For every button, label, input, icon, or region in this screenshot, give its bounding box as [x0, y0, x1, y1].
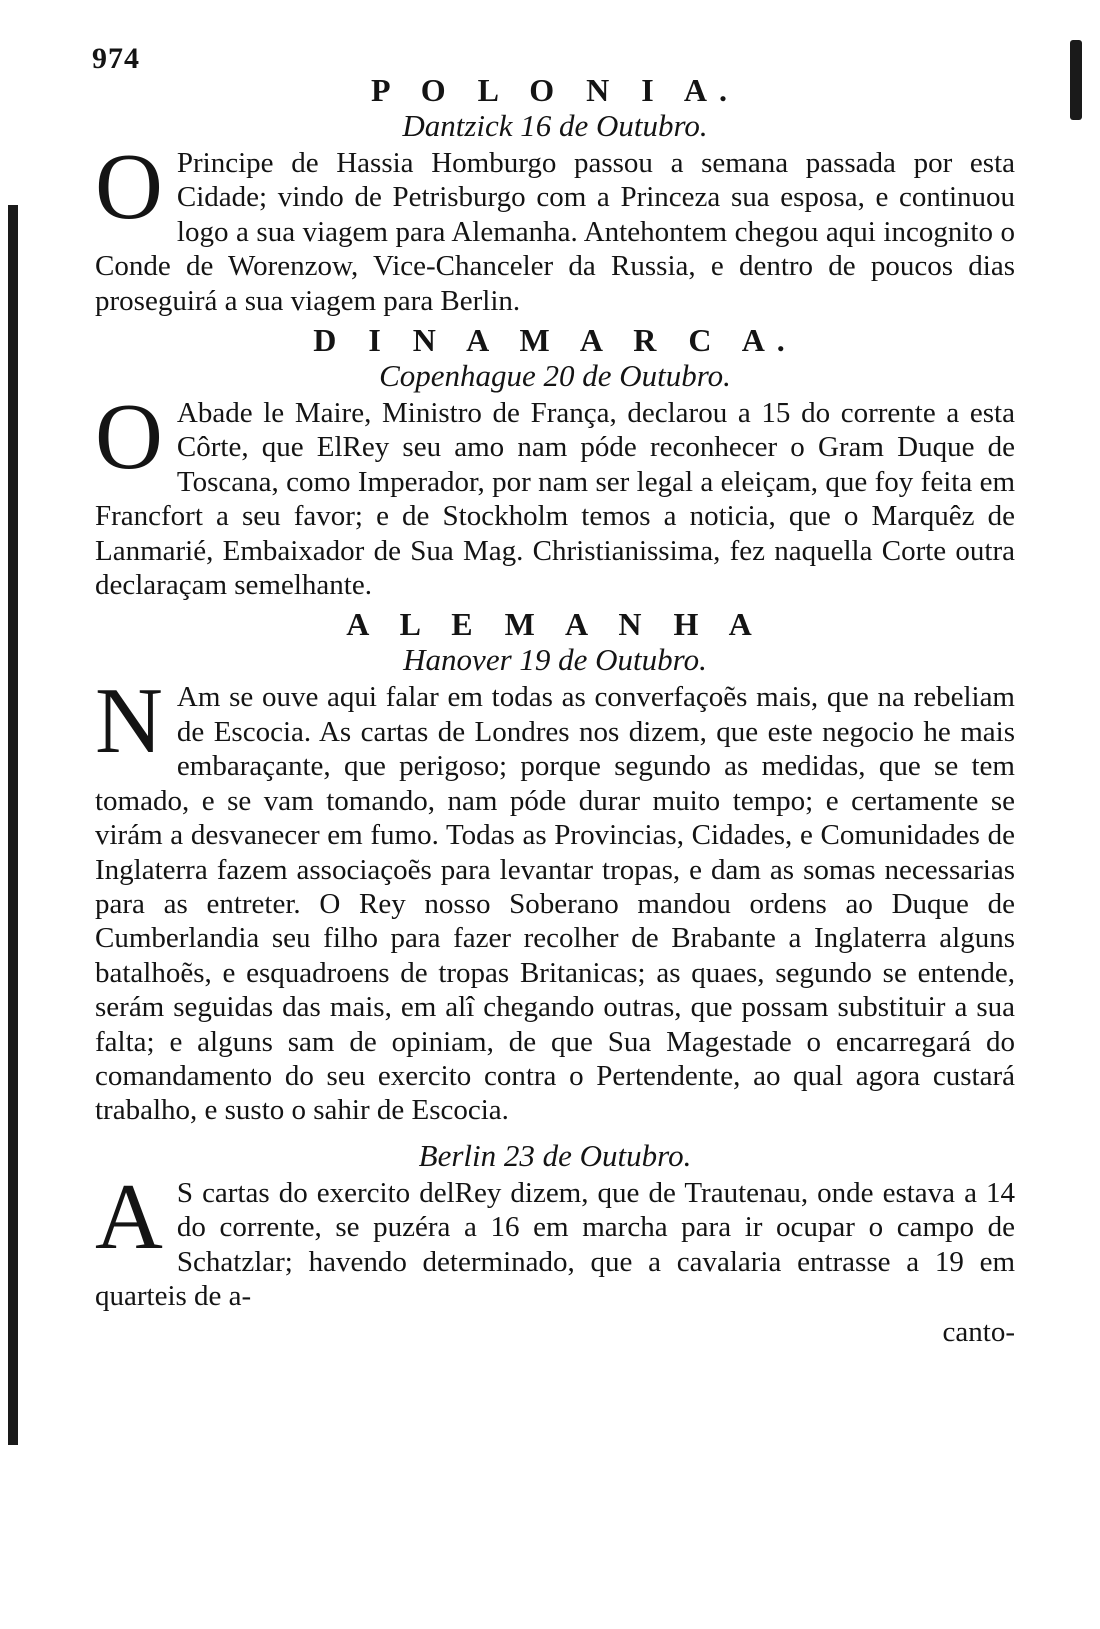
- catchword: canto-: [942, 1316, 1015, 1349]
- section-polonia: [95, 72, 1015, 318]
- page-right-edge-mark: [1070, 40, 1082, 120]
- section-title: A L E M A N H A: [346, 606, 764, 643]
- section-title: P O L O N I A.: [370, 72, 740, 108]
- dateline: Hanover 19 de Outubro.: [403, 642, 707, 678]
- article-paragraph: [95, 385, 1015, 602]
- article-paragraph: [95, 1164, 1015, 1314]
- dateline: Dantzick 16 de Outubro.: [402, 108, 708, 143]
- page-binding-edge: [8, 205, 18, 1445]
- dateline: Copenhague 20 de Outubro.: [379, 358, 731, 394]
- section-dinamarca: [95, 322, 1015, 602]
- drop-cap: A: [95, 1164, 163, 1269]
- page-body: [95, 72, 1015, 1349]
- section-title: D I N A M A R C A.: [313, 322, 797, 359]
- article-text: S cartas do exercito delRey dizem, que de Trautenau, onde estava a 14 do corrente, se puzéra a 16 em marcha para ir ocupar o campo de Schatzlar; havendo determinado, que a cavalaria entrasse a 19 em quarteis de a-: [95, 1176, 1015, 1312]
- page-number: 974: [92, 42, 140, 75]
- article-text: Abade le Maire, Ministro de França, declarou a 15 do corrente a esta Côrte, que ElRey seu amo nam póde reconhecer o Gram Duque de Toscana, como Imperador, por nam ser legal a eleiçam, que foy feita em Francfort a seu favor; e de Stockholm temos a noticia, que o Marquêz de Lanmarié, Embaixador de Sua Mag. Christianissima, fez naquella Corte outra declaraçam semelhante.: [95, 397, 1015, 602]
- article-text: Am se ouve aqui falar em todas as converfaçoẽs mais, que na rebeliam de Escocia. As cartas de Londres nos dizem, que este negocio he mais embaraçante, que perigoso; porque segundo as medidas, que se tem tomado, e se vam tomando, nam póde durar muito tempo; e certamente se virám a desvanecer em fumo. Todas as Provincias, Cidades, e Comunidades de Inglaterra fazem associaçoẽs para levantar tropas, e dam as somas necessarias para as entreter. O Rey nosso Soberano mandou ordens ao Duque de Cumberlandia seu filho para fazer recolher de Brabante a Inglaterra alguns batalhoẽs, e esquadroens de tropas Britanicas; as quaes, segundo se entende, serám seguidas das mais, em alî chegando outras, que possam substituir a sua falta; e alguns sam de opiniam, de que Sua Magestade o encarregará do comandamento do seu exercito contra o Pertendente, ao qual agora custará trabalho, e susto o sahir de Escocia.: [95, 681, 1015, 1127]
- dateline: Berlin 23 de Outubro.: [418, 1137, 692, 1173]
- section-alemanha: [95, 606, 1015, 1127]
- section-berlin: [95, 1138, 1015, 1314]
- drop-cap: O: [95, 135, 163, 239]
- article-paragraph: [95, 669, 1015, 1127]
- drop-cap: O: [95, 385, 163, 490]
- article-paragraph: [95, 135, 1015, 318]
- drop-cap: N: [95, 669, 163, 774]
- article-text: Principe de Hassia Homburgo passou a semana passada por esta Cidade; vindo de Petrisburgo com a Princeza sua esposa, e continuou logo a sua viagem para Alemanha. Antehontem chegou aqui incognito o Conde de Worenzow, Vice-Chanceler da Russia, e dentro de poucos dias proseguirá a sua viagem para Berlin.: [95, 147, 1015, 317]
